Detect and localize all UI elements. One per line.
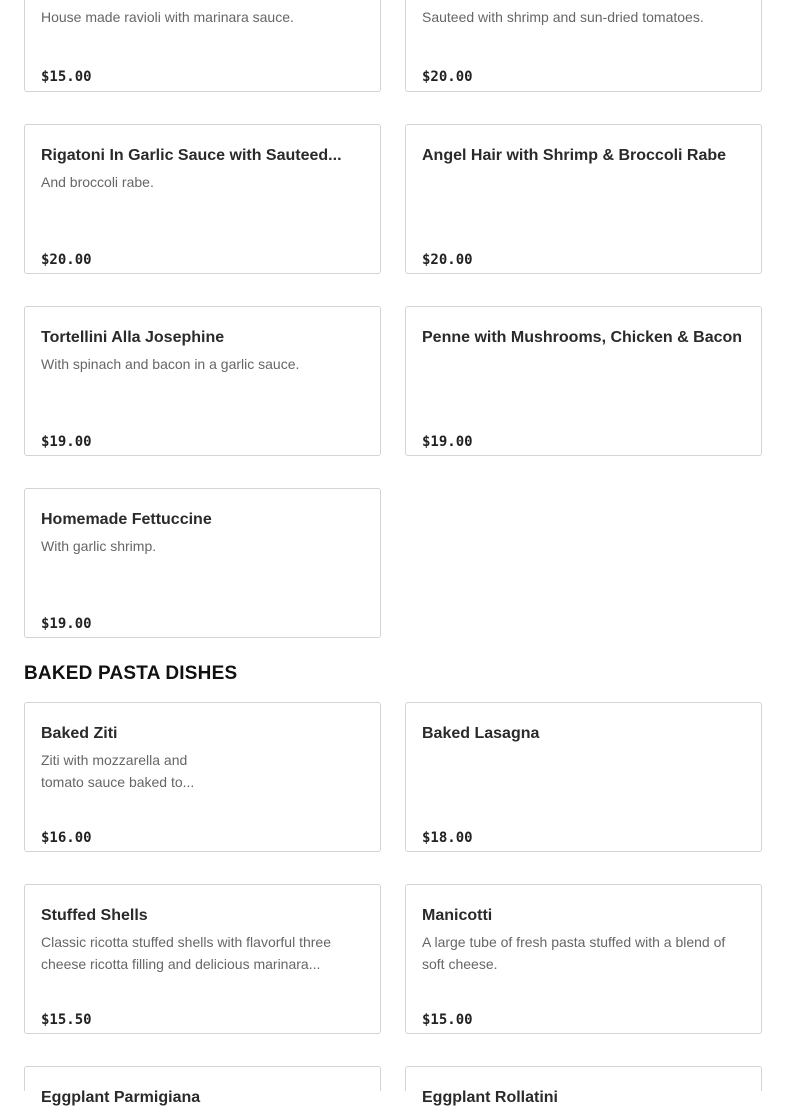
menu-item-price: $20.00 xyxy=(422,252,473,268)
menu-item-price: $19.00 xyxy=(422,434,473,450)
menu-item-card[interactable] xyxy=(24,1066,381,1106)
menu-item-name: Rigatoni In Garlic Sauce with Sauteed... xyxy=(41,147,342,164)
menu-item-name: Eggplant Rollatini xyxy=(422,1089,558,1106)
menu-item-price: $18.00 xyxy=(422,830,473,846)
menu-item-description: With spinach and bacon in a garlic sauce. xyxy=(41,356,300,372)
menu-item-name: Manicotti xyxy=(422,907,493,924)
menu-item-price: $15.50 xyxy=(41,1012,92,1028)
menu-item-price: $19.00 xyxy=(41,434,92,450)
menu-item-description: Ziti with mozzarella and tomato sauce baked to... xyxy=(41,752,195,790)
menu-item-price: $16.00 xyxy=(41,830,92,846)
menu-item-card[interactable] xyxy=(24,124,381,274)
menu-item-card[interactable] xyxy=(24,702,381,852)
menu-item-card[interactable] xyxy=(24,488,381,638)
menu-item-price: $20.00 xyxy=(41,252,92,268)
menu-item-description: With garlic shrimp. xyxy=(41,538,157,554)
menu-item-name: Homemade Fettuccine xyxy=(41,511,212,528)
menu-item-name: Stuffed Shells xyxy=(41,907,148,924)
menu-item-description: And broccoli rabe. xyxy=(41,174,154,190)
menu-item-card[interactable] xyxy=(24,306,381,456)
menu-item-card[interactable] xyxy=(405,884,762,1034)
menu-item-name: Penne with Mushrooms, Chicken & Bacon xyxy=(422,329,743,346)
menu-item-name: Baked Ziti xyxy=(41,725,118,742)
menu-item-description: Classic ricotta stuffed shells with flavorful three cheese ricotta filling and delicious marinara... xyxy=(41,934,331,972)
menu-item-price: $15.00 xyxy=(41,69,92,85)
menu-item-card[interactable] xyxy=(405,0,762,92)
menu-item-card[interactable] xyxy=(405,124,762,274)
menu-item-card[interactable] xyxy=(405,306,762,456)
menu-item-name: Eggplant Parmigiana xyxy=(41,1089,201,1106)
menu-item-description: Sauteed with shrimp and sun-dried tomatoes. xyxy=(422,9,704,25)
menu-item-name: Tortellini Alla Josephine xyxy=(41,329,225,346)
menu-item-card[interactable] xyxy=(24,884,381,1034)
menu-item-card[interactable] xyxy=(24,0,381,92)
menu-item-description: House made ravioli with marinara sauce. xyxy=(41,9,294,25)
menu-item-card[interactable] xyxy=(405,1066,762,1106)
menu-item-price: $20.00 xyxy=(422,69,473,85)
menu-item-name: Baked Lasagna xyxy=(422,725,540,742)
menu-item-card[interactable] xyxy=(405,702,762,852)
menu-item-name: Angel Hair with Shrimp & Broccoli Rabe xyxy=(422,147,727,164)
section-title-baked-pasta: BAKED PASTA DISHES xyxy=(24,663,238,684)
menu-item-price: $19.00 xyxy=(41,616,92,632)
menu-item-description: A large tube of fresh pasta stuffed with a blend of soft cheese. xyxy=(422,934,726,972)
menu-item-price: $15.00 xyxy=(422,1012,473,1028)
